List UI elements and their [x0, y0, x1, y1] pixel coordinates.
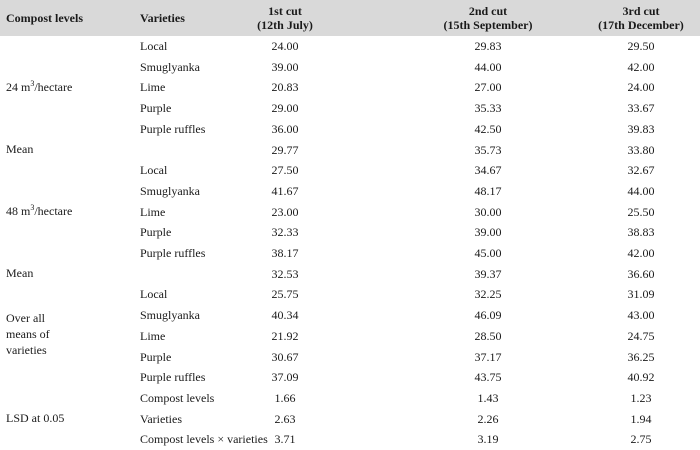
cut-1-cell: 40.34 [271, 308, 299, 323]
cut-2-cell: 28.50 [474, 328, 502, 343]
variety-cell: Purple ruffles [140, 370, 206, 385]
table-row [0, 367, 700, 388]
cut-3-cell: 42.00 [627, 246, 655, 260]
cut-2-cell: 34.67 [474, 163, 502, 178]
variety-cell: Local [140, 163, 168, 178]
overall-line-2: means of [6, 327, 50, 341]
table-row [0, 429, 700, 450]
cut-3-cell: 43.00 [627, 308, 655, 323]
cut-3-cell: 1.94 [630, 411, 652, 426]
table-row [0, 284, 700, 305]
variety-cell: Lime [140, 80, 166, 95]
header-cut-3-date: (17th December) [598, 18, 684, 32]
cut-2-cell: 29.83 [474, 39, 502, 53]
header-varieties [140, 0, 185, 36]
variety-cell: Purple ruffles [140, 121, 206, 136]
group-48-suffix: /hectare [34, 204, 73, 218]
cut-1-cell: 41.67 [271, 183, 299, 198]
cut-2-cell: 3.19 [477, 432, 499, 447]
cut-2-cell: 1.43 [477, 390, 499, 405]
table-header [0, 0, 700, 36]
cut-3-cell: 29.50 [627, 39, 655, 53]
cut-1-cell: 38.17 [271, 246, 299, 260]
cut-2-cell: 35.33 [474, 101, 502, 116]
header-compost-label: Compost levels [6, 11, 83, 25]
cut-2-cell: 44.00 [474, 59, 502, 74]
variety-cell: Compost levels × varieties [140, 432, 268, 447]
variety-cell: Smuglyanka [140, 183, 200, 198]
cut-3-cell: 33.67 [627, 101, 655, 116]
variety-cell: Purple ruffles [140, 246, 206, 260]
header-compost-levels [6, 0, 83, 36]
cut-3-cell: 44.00 [627, 183, 655, 198]
cut-1-cell: 37.09 [271, 370, 299, 385]
cut-3-cell: 32.67 [627, 163, 655, 178]
cut-1-cell: 27.50 [271, 163, 299, 178]
header-cut-1 [235, 0, 335, 36]
overall-line-1: Over all [6, 311, 45, 325]
cut-2-cell: 37.17 [474, 349, 502, 364]
variety-cell: Smuglyanka [140, 308, 200, 323]
cut-3-cell: 1.23 [630, 390, 652, 405]
overall-line-3: varieties [6, 343, 47, 357]
cut-3-cell: 38.83 [627, 225, 655, 240]
table-row [0, 98, 700, 119]
cut-2-cell: 39.00 [474, 225, 502, 240]
cut-3-cell: 42.00 [627, 59, 655, 74]
cut-3-cell: 31.09 [627, 287, 655, 302]
cut-1-cell: 39.00 [271, 59, 299, 74]
cut-3-cell: 36.60 [627, 266, 655, 281]
cut-3-cell: 24.75 [627, 328, 655, 343]
group-48-prefix: 48 m [6, 204, 31, 218]
table-row [0, 77, 700, 98]
table-row [0, 181, 700, 202]
cut-3-cell: 39.83 [627, 121, 655, 136]
table-row [0, 119, 700, 140]
cut-3-cell: 24.00 [627, 80, 655, 95]
lsd-label: LSD at 0.05 [6, 411, 65, 425]
table-row [0, 326, 700, 347]
cut-2-cell: 39.37 [474, 266, 502, 281]
cut-2-cell: 30.00 [474, 204, 502, 219]
group-24-prefix: 24 m [6, 80, 31, 94]
header-cut-1-date: (12th July) [257, 18, 313, 32]
cut-1-cell: 25.75 [271, 287, 299, 302]
cut-3-cell: 40.92 [627, 370, 655, 385]
mean-1-label: Mean [6, 142, 34, 156]
cut-3-cell: 2.75 [630, 432, 652, 447]
cut-1-cell: 2.63 [274, 411, 296, 426]
header-cut-2 [438, 0, 538, 36]
group-24-suffix: /hectare [34, 80, 73, 94]
variety-cell: Purple [140, 225, 172, 240]
variety-cell: Varieties [140, 411, 182, 426]
cut-2-cell: 42.50 [474, 121, 502, 136]
cut-1-cell: 36.00 [271, 121, 299, 136]
cut-1-cell: 3.71 [274, 432, 296, 447]
cut-2-cell: 48.17 [474, 183, 502, 198]
cut-2-cell: 27.00 [474, 80, 502, 95]
table-row [0, 222, 700, 243]
table-row [0, 409, 700, 430]
cut-3-cell: 36.25 [627, 349, 655, 364]
cut-1-cell: 1.66 [274, 390, 296, 405]
cut-1-cell: 32.53 [271, 266, 299, 281]
cut-2-cell: 32.25 [474, 287, 502, 302]
cut-2-cell: 35.73 [474, 142, 502, 157]
cut-3-cell: 25.50 [627, 204, 655, 219]
header-cut-2-date: (15th September) [443, 18, 533, 32]
variety-cell: Purple [140, 349, 172, 364]
cut-1-cell: 29.00 [271, 101, 299, 116]
variety-cell: Compost levels [140, 390, 215, 405]
table-row [0, 264, 700, 285]
table-row [0, 243, 700, 264]
table-row [0, 57, 700, 78]
header-cut-1-title: 1st cut [268, 4, 302, 18]
cut-1-cell: 21.92 [271, 328, 299, 343]
variety-cell: Smuglyanka [140, 59, 200, 74]
table-row [0, 305, 700, 326]
table-row [0, 36, 700, 57]
cut-2-cell: 45.00 [474, 246, 502, 260]
cut-2-cell: 43.75 [474, 370, 502, 385]
group-24-sup: 3 [30, 79, 35, 88]
variety-cell: Local [140, 287, 168, 302]
table-row [0, 388, 700, 409]
variety-cell: Lime [140, 204, 166, 219]
variety-cell: Local [140, 39, 168, 53]
table-row [0, 160, 700, 181]
header-varieties-label: Varieties [140, 11, 185, 25]
header-cut-3-title: 3rd cut [622, 4, 660, 18]
cut-1-cell: 32.33 [271, 225, 299, 240]
table-row [0, 140, 700, 161]
table-row [0, 202, 700, 223]
cut-2-cell: 2.26 [477, 411, 499, 426]
cut-1-cell: 20.83 [271, 80, 299, 95]
variety-cell: Purple [140, 101, 172, 116]
mean-2-label: Mean [6, 266, 34, 280]
variety-cell: Lime [140, 328, 166, 343]
cut-1-cell: 30.67 [271, 349, 299, 364]
table-row [0, 347, 700, 368]
header-cut-3 [591, 0, 691, 36]
cut-3-cell: 33.80 [627, 142, 655, 157]
header-cut-2-title: 2nd cut [468, 4, 508, 18]
cut-1-cell: 29.77 [271, 142, 299, 157]
group-48-sup: 3 [30, 203, 35, 212]
cut-1-cell: 23.00 [271, 204, 299, 219]
cut-2-cell: 46.09 [474, 308, 502, 323]
cut-1-cell: 24.00 [271, 39, 299, 53]
